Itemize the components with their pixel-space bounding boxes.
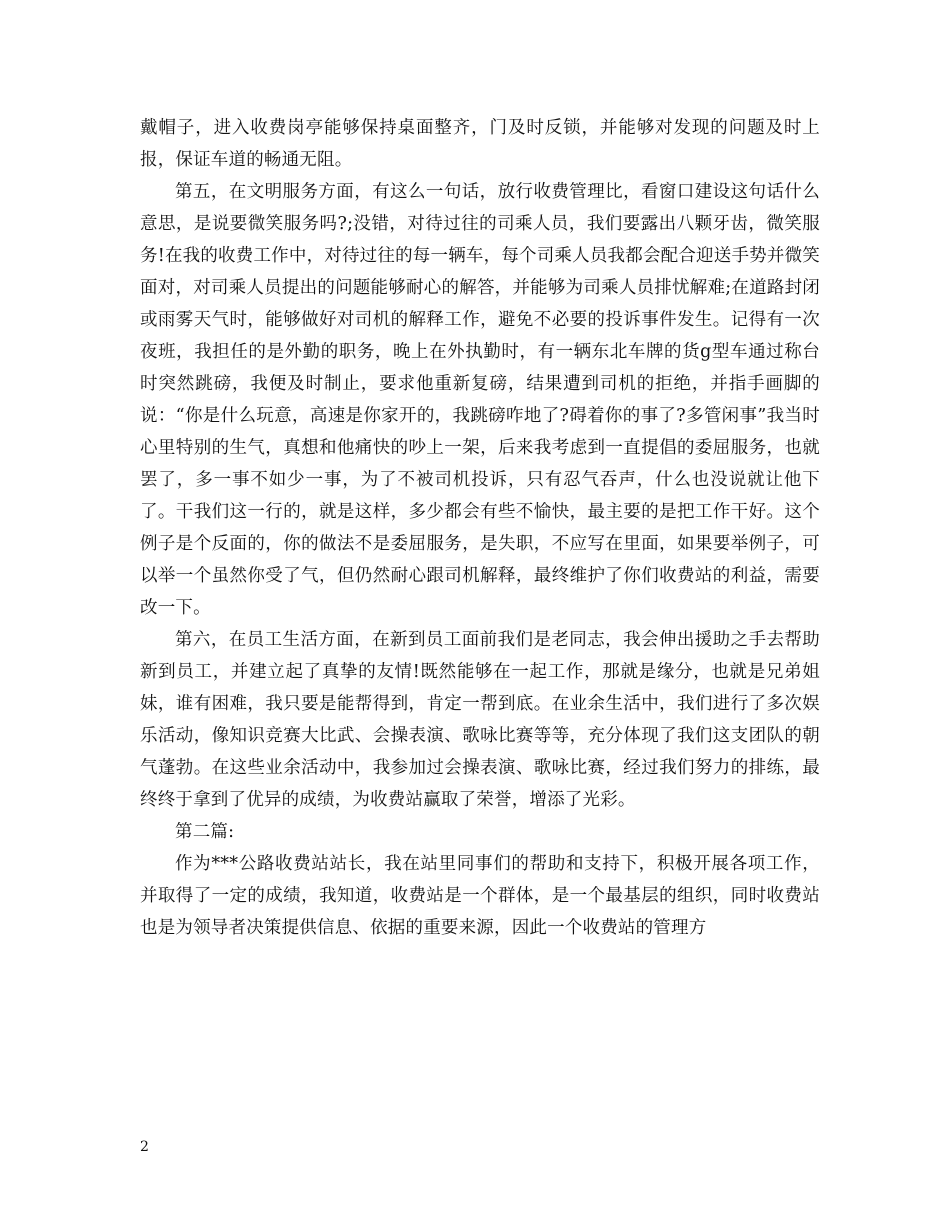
paragraph-continuation: 戴帽子，进入收费岗亭能够保持桌面整齐，门及时反锁，并能够对发现的问题及时上报，保证车道的畅通无阻。	[140, 118, 820, 170]
paragraph-fifth-point: 第五，在文明服务方面，有这么一句话，放行收费管理比，看窗口建设这句话什么意思，是说要微笑服务吗?;没错，对待过往的司乘人员，我们要露出八颗牙齿，微笑服务!在我的收费工作中，对待过往的每一辆车，每个司乘人员我都会配合迎送手势并微笑面对，对司乘人员提出的问题能够耐心的解答，并能够为司乘人员排忧解难;在道路封闭或雨雾天气时，能够做好对司机的解释工作，避免不必要的投诉事件发生。记得有一次夜班，我担任的是外勤的职务，晚上在外执勤时，有一辆东北车牌的货g型车通过称台时突然跳磅，我便及时制止，要求他重新复磅，结果遭到司机的拒绝，并指手画脚的说：“你是什么玩意，高速是你家开的，我跳磅咋地了?碍着你的事了?多管闲事”我当时心里特别的生气，真想和他痛快的吵上一架，后来我考虑到一直提倡的委屈服务，也就罢了，多一事不如少一事，为了不被司机投诉，只有忍气吞声，什么也没说就让他下了。干我们这一行的，就是这样，多少都会有些不愉快，最主要的是把工作干好。这个例子是个反面的，你的做法不是委屈服务，是失职，不应写在里面，如果要举例子，可以举一个虽然你受了气，但仍然耐心跟司机解释，最终维护了你们收费站的利益，需要改一下。	[140, 182, 820, 618]
paragraph-second-article-intro: 作为***公路收费站站长，我在站里同事们的帮助和支持下，积极开展各项工作，并取得了一定的成绩，我知道，收费站是一个群体，是一个最基层的组织，同时收费站也是为领导者决策提供信息、依据的重要来源，因此一个收费站的管理方	[140, 854, 820, 938]
section-heading-second-article: 第二篇:	[175, 822, 235, 842]
page-number: 2	[140, 1139, 149, 1155]
paragraph-sixth-point: 第六，在员工生活方面，在新到员工面前我们是老同志，我会伸出援助之手去帮助新到员工，并建立起了真挚的友情!既然能够在一起工作，那就是缘分，也就是兄弟姐妹，谁有困难，我只要是能帮得到，肯定一帮到底。在业余生活中，我们进行了多次娱乐活动，像知识竞赛大比武、会操表演、歌咏比赛等等，充分体现了我们这支团队的朝气蓬勃。在这些业余活动中，我参加过会操表演、歌咏比赛，经过我们努力的排练，最终终于拿到了优异的成绩，为收费站赢取了荣誉，增添了光彩。	[140, 630, 820, 810]
document-body	[140, 112, 820, 944]
